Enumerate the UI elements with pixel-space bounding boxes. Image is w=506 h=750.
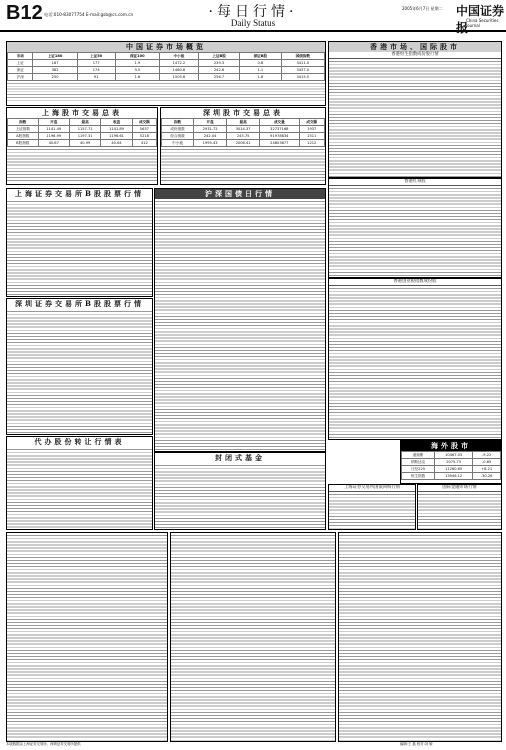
table-header-cell: 市场 bbox=[8, 53, 33, 60]
table-cell: 1505.6 bbox=[159, 74, 198, 81]
sh-b-share-quotes bbox=[6, 188, 153, 297]
page-header bbox=[0, 0, 506, 35]
table-cell: B股指数 bbox=[8, 140, 39, 147]
sz-exchange-summary bbox=[160, 107, 326, 185]
table-cell: 日经225 bbox=[402, 466, 435, 473]
table-cell: 3415.5 bbox=[281, 74, 324, 81]
market-overview bbox=[6, 41, 326, 106]
table-cell: 256.7 bbox=[198, 74, 239, 81]
table-cell: 纳斯达克 bbox=[402, 459, 435, 466]
overseas-table bbox=[401, 451, 501, 480]
table-cell: -0.65 bbox=[473, 459, 501, 466]
futures-title: 国际金融市场行情 bbox=[418, 485, 501, 492]
table-cell: 382 bbox=[33, 67, 77, 74]
sz-b-share-quotes bbox=[6, 298, 153, 435]
table-row bbox=[402, 473, 501, 480]
table-cell: 1141.49 bbox=[38, 126, 69, 133]
table-header-cell: 开盘 bbox=[194, 119, 227, 126]
a-share-table-body bbox=[339, 533, 501, 741]
table-cell: 2931.72 bbox=[194, 126, 227, 133]
table-cell: 40.67 bbox=[38, 140, 69, 147]
table-cell: 242.04 bbox=[194, 133, 227, 140]
table-cell: 1472.2 bbox=[159, 60, 198, 67]
table-cell: 40.64 bbox=[101, 140, 132, 147]
a-share-table-1 bbox=[6, 532, 168, 742]
table-header-cell: 成交量 bbox=[260, 119, 299, 126]
table-cell: 24803677 bbox=[260, 140, 299, 147]
table-cell: -30.26 bbox=[473, 473, 501, 480]
table-row bbox=[162, 126, 325, 133]
a-share-table-body bbox=[7, 533, 167, 741]
share-transfer-quotes bbox=[6, 436, 153, 530]
table-cell: 5637 bbox=[132, 126, 156, 133]
newspaper-logo: 中国证券报 bbox=[456, 4, 505, 35]
table-cell: 174 bbox=[77, 67, 115, 74]
table-header-cell: 最高 bbox=[227, 119, 260, 126]
hk-gem-title: 香港创业板指数成份股 bbox=[329, 279, 501, 286]
table-row bbox=[8, 140, 157, 147]
table-cell: +8.21 bbox=[473, 466, 501, 473]
table-cell: 上证 bbox=[8, 60, 33, 67]
table-header-cell: 成交额 bbox=[299, 119, 325, 126]
table-cell: 1937 bbox=[299, 126, 325, 133]
contact-info: 电话:010-83077754 E-mail:gsb@cs.com.cn bbox=[44, 12, 134, 17]
table-row bbox=[8, 74, 325, 81]
table-cell: 1141.89 bbox=[101, 126, 132, 133]
table-cell: 道琼斯 bbox=[402, 452, 435, 459]
table-cell: 1.1 bbox=[240, 67, 281, 74]
table-cell: 0.8 bbox=[240, 60, 281, 67]
intl-finance-markets bbox=[417, 484, 502, 530]
table-header-cell: 成交额 bbox=[132, 119, 156, 126]
transfer-title: 代办股份转让行情表 bbox=[34, 437, 125, 446]
sh-b-title: 上海证券交易所B股股票行情 bbox=[15, 189, 144, 198]
table-header-cell: 最高 bbox=[69, 119, 100, 126]
table-cell: 1.6 bbox=[115, 74, 159, 81]
table-header-cell: 上证B股 bbox=[198, 53, 239, 60]
table-header-cell: 指数 bbox=[162, 119, 194, 126]
table-cell: 32737168 bbox=[260, 126, 299, 133]
fund-table bbox=[155, 463, 325, 529]
table-cell: 3014.37 bbox=[227, 126, 260, 133]
bond-repo-quotes bbox=[328, 484, 416, 530]
overseas-markets bbox=[400, 440, 502, 484]
page-number: B12 bbox=[6, 2, 43, 24]
sz-summary-table bbox=[161, 118, 325, 147]
a-share-table-3 bbox=[338, 532, 502, 742]
table-cell: 187 bbox=[33, 60, 77, 67]
hk-international-market bbox=[328, 41, 502, 178]
table-cell: 上证指数 bbox=[8, 126, 39, 133]
repo-title: 上海证券交易所国债回购行情 bbox=[329, 485, 415, 492]
sh-exchange-summary bbox=[6, 107, 158, 185]
table-header-cell: 深证100 bbox=[115, 53, 159, 60]
table-header-row bbox=[162, 119, 325, 126]
table-cell: 91978634 bbox=[260, 133, 299, 140]
table-cell: 1196.61 bbox=[101, 133, 132, 140]
hk-gem-index bbox=[328, 278, 502, 440]
table-row bbox=[8, 133, 157, 140]
hk-title: 香港市场、国际股市 bbox=[329, 42, 501, 52]
footer-note-right: 编辑:王 磊 校对:刘 敏 bbox=[400, 742, 433, 746]
table-cell: 1995.43 bbox=[194, 140, 227, 147]
table-row bbox=[8, 126, 157, 133]
newspaper-logo-english: China Securities Journal bbox=[466, 18, 499, 28]
table-cell: 1157.71 bbox=[69, 126, 100, 133]
table-cell: 412 bbox=[132, 140, 156, 147]
sh-summary-title: 上海股市交易总表 bbox=[42, 108, 122, 117]
table-cell: 中小板 bbox=[162, 140, 194, 147]
hk-red-chip-title: 香港红筹股 bbox=[329, 179, 501, 186]
table-cell: 2006.41 bbox=[227, 140, 260, 147]
sz-summary-title: 深圳股市交易总表 bbox=[203, 108, 283, 117]
table-row bbox=[402, 466, 501, 473]
table-header-cell: 中小板 bbox=[159, 53, 198, 60]
table-cell: 239.3 bbox=[198, 60, 239, 67]
overview-table bbox=[7, 52, 325, 81]
table-row bbox=[402, 459, 501, 466]
table-cell: 1197.31 bbox=[69, 133, 100, 140]
table-cell: 综合指数 bbox=[162, 133, 194, 140]
overview-notes bbox=[7, 81, 325, 101]
table-header-cell: 上证50 bbox=[77, 53, 115, 60]
section-title: ·每日行情· bbox=[208, 4, 298, 20]
a-share-table-2 bbox=[170, 532, 336, 742]
table-cell: 11260.65 bbox=[435, 466, 473, 473]
table-header-cell: 收盘 bbox=[101, 119, 132, 126]
table-cell: 1196.99 bbox=[38, 133, 69, 140]
table-cell: 3.5 bbox=[115, 67, 159, 74]
table-header-cell: 上证180 bbox=[33, 53, 77, 60]
hk-constituent-table bbox=[329, 59, 501, 177]
closed-fund-quotes bbox=[154, 452, 326, 530]
bond-daily-quotes bbox=[154, 188, 326, 452]
footer-note-left: 本版数据由上海证券交易所、深圳证券交易所提供 bbox=[6, 742, 81, 746]
bond-title: 沪深国债日行情 bbox=[155, 189, 325, 199]
table-cell: 13946.12 bbox=[435, 473, 473, 480]
sh-summary-extra bbox=[7, 147, 157, 181]
table-header-cell: 指数 bbox=[8, 119, 39, 126]
table-header-row bbox=[8, 119, 157, 126]
fund-title: 封闭式基金 bbox=[215, 453, 265, 462]
a-share-table-body bbox=[171, 533, 335, 741]
repo-table bbox=[329, 492, 415, 530]
table-cell: 成份指数 bbox=[162, 126, 194, 133]
table-header-cell: 国债指数 bbox=[281, 53, 324, 60]
table-cell: 242.6 bbox=[198, 67, 239, 74]
table-cell: 1511 bbox=[299, 133, 325, 140]
table-cell: 243.75 bbox=[227, 133, 260, 140]
table-cell: 91 bbox=[77, 74, 115, 81]
table-cell: 40.99 bbox=[69, 140, 100, 147]
futures-table bbox=[418, 492, 501, 530]
table-cell: 3437.0 bbox=[281, 67, 324, 74]
section-english-title: Daily Status bbox=[230, 18, 276, 28]
table-cell: 1.8 bbox=[240, 74, 281, 81]
sh-summary-table bbox=[7, 118, 157, 147]
table-cell: 1212 bbox=[299, 140, 325, 147]
sz-b-title: 深圳证券交易所B股股票行情 bbox=[15, 299, 144, 308]
table-cell: 1.9 bbox=[115, 60, 159, 67]
transfer-table bbox=[7, 447, 152, 529]
table-header-row bbox=[8, 53, 325, 60]
table-header-cell: 深证B股 bbox=[240, 53, 281, 60]
table-row bbox=[162, 140, 325, 147]
table-cell: -9.22 bbox=[473, 452, 501, 459]
table-cell: 深证 bbox=[8, 67, 33, 74]
overview-title: 中国证券市场概览 bbox=[7, 42, 325, 52]
bond-table bbox=[155, 199, 325, 451]
table-cell: 恒生指数 bbox=[402, 473, 435, 480]
table-header-cell: 开盘 bbox=[38, 119, 69, 126]
hk-red-chip-table bbox=[329, 186, 501, 278]
table-cell: 2075.73 bbox=[435, 459, 473, 466]
issue-date: 2005年6月7日 星期二 bbox=[402, 6, 443, 11]
table-cell: 10467.03 bbox=[435, 452, 473, 459]
table-cell: 1480.8 bbox=[159, 67, 198, 74]
table-cell: 177 bbox=[77, 60, 115, 67]
hk-subtitle: 香港恒生指数成份股行情 bbox=[329, 52, 501, 59]
sz-b-table bbox=[7, 309, 152, 434]
sh-b-table bbox=[7, 199, 152, 296]
table-cell: 250 bbox=[33, 74, 77, 81]
table-row bbox=[8, 60, 325, 67]
table-row bbox=[402, 452, 501, 459]
table-cell: 5218 bbox=[132, 133, 156, 140]
hk-gem-table bbox=[329, 286, 501, 440]
sz-summary-extra bbox=[161, 147, 325, 181]
table-row bbox=[8, 67, 325, 74]
overseas-title: 海外股市 bbox=[401, 441, 501, 451]
table-cell: 沪深 bbox=[8, 74, 33, 81]
table-row bbox=[162, 133, 325, 140]
table-cell: 3411.0 bbox=[281, 60, 324, 67]
table-cell: A股指数 bbox=[8, 133, 39, 140]
hk-red-chip bbox=[328, 178, 502, 278]
